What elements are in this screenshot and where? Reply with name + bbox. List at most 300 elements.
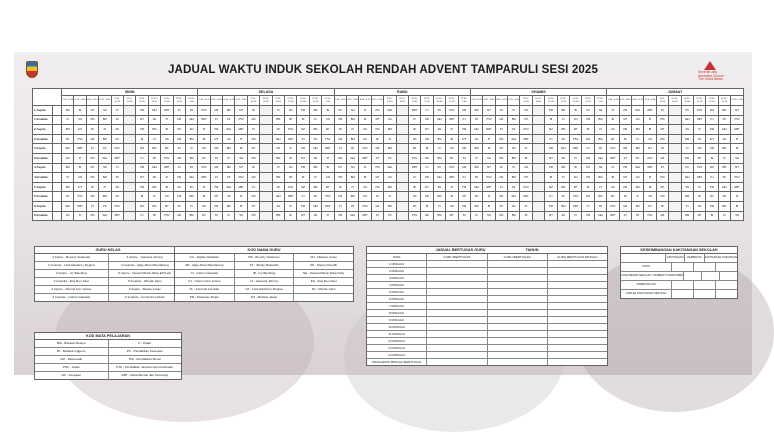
timetable-cell: PK (470, 173, 482, 183)
time-slot: 11.35 - 12.05 (161, 96, 173, 106)
timetable-cell: SN (62, 211, 74, 221)
timetable-cell: PM (86, 115, 98, 125)
timetable-cell: BI (619, 192, 631, 202)
timetable-cell: PM (656, 115, 668, 125)
timetable-cell: PSV (74, 134, 86, 144)
timetable-cell: PM (136, 125, 148, 135)
timetable-cell: SN (235, 153, 247, 163)
jadual-bertugas-table (366, 246, 608, 366)
timetable-cell: PJ (458, 115, 470, 125)
timetable-cell: MT (247, 201, 259, 211)
kod-nama-guru-cell (294, 294, 353, 301)
timetable-cell: MZ (173, 153, 185, 163)
timetable-cell: BI (520, 211, 532, 221)
jadual-bertugas-cell (427, 282, 487, 288)
timetable-cell (532, 192, 544, 202)
class-name: 2 Insanite (33, 134, 53, 144)
timetable-cell: SEJ (470, 182, 482, 192)
timetable-cell: PM (495, 134, 507, 144)
timetable-cell (532, 106, 544, 116)
timetable-cell: MT (136, 173, 148, 183)
timetable-cell: MZ (706, 163, 718, 173)
timetable-cell: BM (62, 106, 74, 116)
kod-mata-pelajaran-cell: PSV - Kelas (35, 364, 109, 371)
timetable-cell (396, 182, 408, 192)
timetable-cell: PK (272, 125, 284, 135)
timetable-cell: SEJ (718, 182, 730, 192)
jadual-bertugas-cell (427, 317, 487, 323)
timetable-cell: PSV (408, 153, 420, 163)
timetable-cell (260, 115, 272, 125)
jadual-bertugas-cell: 11 MINGGU (367, 331, 427, 337)
kod-nama-guru-cell: PR - Parasose Rojan (175, 294, 235, 301)
timetable-cell: PI (631, 134, 643, 144)
time-slot: 11.35 - 12.05 (706, 96, 718, 106)
jadual-bertugas-cell (488, 303, 548, 309)
timetable-cell: BI (446, 192, 458, 202)
jadual-bertugas-row (367, 331, 607, 338)
timetable-cell: RBT (74, 201, 86, 211)
timetable-cell: BM (508, 153, 520, 163)
timetable-cell: MZ (656, 211, 668, 221)
timetable-cell: PSV (322, 134, 334, 144)
timetable-cell (669, 201, 681, 211)
time-slot: 11.05 - 11.35 (557, 96, 569, 106)
timetable-cell: MT (582, 106, 594, 116)
timetable-cell: PM (173, 173, 185, 183)
timetable-cell: PI (520, 144, 532, 154)
timetable-cell: MZ (210, 163, 222, 173)
timetable-cell: PM (247, 192, 259, 202)
timetable-cell: MZ (421, 211, 433, 221)
timetable-cell: BM (718, 201, 730, 211)
timetable-cell: PM (582, 211, 594, 221)
timetable-cell (532, 153, 544, 163)
timetable-cell: MT (520, 115, 532, 125)
timetable-cell (260, 201, 272, 211)
timetable-cell (260, 106, 272, 116)
timetable-cell: BI (545, 115, 557, 125)
timetable-cell: PI (384, 134, 396, 144)
keseimbangan-cell (672, 263, 694, 271)
jadual-bertugas-row (367, 310, 607, 317)
kod-nama-guru-cell: BS - Beverly Sulaiman (235, 254, 295, 261)
timetable-cell (396, 163, 408, 173)
timetable-cell: SN (198, 144, 210, 154)
timetable-cell: BM (223, 201, 235, 211)
timetable-cell: PJ (582, 201, 594, 211)
guru-kelas-cell: 4 Aspire - Jasmina Johnny (126, 255, 163, 259)
timetable-cell: PJ (421, 163, 433, 173)
jadual-bertugas-cell (548, 303, 607, 309)
timetable-cell (396, 125, 408, 135)
timetable-cell: PK (681, 106, 693, 116)
timetable-cell: BM (718, 144, 730, 154)
timetable-cell: BM (433, 134, 445, 144)
timetable-cell: PI (185, 201, 197, 211)
timetable-cell: MT (322, 125, 334, 135)
timetable-cell: BM (718, 163, 730, 173)
timetable-cell: BI (458, 153, 470, 163)
jadual-bertugas-subtitle: TAHUN (525, 248, 539, 252)
jadual-bertugas-cell (548, 324, 607, 330)
timetable-cell: MT (285, 173, 297, 183)
timetable-cell: SN (594, 106, 606, 116)
timetable-cell: PK (470, 115, 482, 125)
timetable-cell: RBT (607, 153, 619, 163)
time-slot: 7.45 - 8.15 (607, 96, 619, 106)
time-slot: 12.35 - 1.05 (731, 96, 744, 106)
class-name: 6 Aspire (33, 201, 53, 211)
timetable-cell: SN (644, 192, 656, 202)
timetable-cell: BM (309, 182, 321, 192)
timetable-cell: MT (656, 182, 668, 192)
timetable-cell: BI (495, 106, 507, 116)
guru-kelas-cell: 6 Insanite - Fernindi Lembah (125, 295, 165, 299)
kod-mata-pelajaran-cell: PJK - Pendidikan Jasmani dan Kesihatan (116, 365, 174, 369)
time-slot: 10.15 - 10.35 (123, 96, 135, 106)
timetable-cell: PI (607, 163, 619, 173)
timetable-cell: SN (483, 153, 495, 163)
timetable-cell: MT (86, 163, 98, 173)
jadual-bertugas-row (367, 345, 607, 352)
class-name: 3 Aspire (33, 144, 53, 154)
timetable-cell: PJ (247, 182, 259, 192)
timetable-cell: PSV (446, 163, 458, 173)
timetable-cell: BI (247, 106, 259, 116)
time-slot: 9.45 - 10.15 (111, 96, 123, 106)
jadual-bertugas-cell (488, 289, 548, 295)
jadual-bertugas-cell (548, 296, 607, 302)
timetable-cell: PJ (495, 182, 507, 192)
timetable-cell: BM (346, 134, 358, 144)
timetable-cell: MT (483, 163, 495, 173)
timetable-cell: MT (607, 134, 619, 144)
timetable-cell (669, 192, 681, 202)
timetable-cell (260, 134, 272, 144)
timetable-cell: PSV (644, 153, 656, 163)
timetable-cell: PM (297, 163, 309, 173)
time-slot: 12.05 - 12.35 (309, 96, 321, 106)
timetable-cell: PM (582, 173, 594, 183)
day-header: ISNIN (62, 89, 198, 96)
time-slot: 12.05 - 12.35 (718, 96, 730, 106)
keseimbangan-cell (716, 263, 737, 271)
timetable-cell: MZ (86, 192, 98, 202)
timetable-cell: PI (644, 173, 656, 183)
time-slot: 12.05 - 12.35 (446, 96, 458, 106)
timetable-cell: PM (371, 182, 383, 192)
jadual-bertugas-cell (427, 324, 487, 330)
timetable-cell: PM (619, 182, 631, 192)
timetable-cell: SN (731, 153, 744, 163)
timetable-cell: SEJ (309, 144, 321, 154)
timetable-cell: PM (421, 192, 433, 202)
guru-kelas-row (35, 278, 181, 286)
timetable-cell: MT (545, 211, 557, 221)
timetable-cell: MT (421, 182, 433, 192)
timetable-cell: RBT (74, 144, 86, 154)
timetable-cell: PK (631, 211, 643, 221)
timetable-cell: RBT (520, 192, 532, 202)
timetable-cell: BM (309, 163, 321, 173)
time-slot: 10.15 - 10.35 (260, 96, 272, 106)
timetable-cell: MT (706, 192, 718, 202)
time-slot: 11.35 - 12.05 (570, 96, 582, 106)
timetable-cell: MT (693, 153, 705, 163)
jadual-bertugas-row (367, 254, 607, 261)
day-header: SELASA (198, 89, 334, 96)
timetable-cell: PK (62, 134, 74, 144)
timetable-cell: BI (570, 106, 582, 116)
timetable-cell: BM (557, 163, 569, 173)
timetable-cell: MZ (247, 115, 259, 125)
timetable-cell (396, 106, 408, 116)
timetable-cell: MT (111, 134, 123, 144)
timetable-cell: MT (644, 201, 656, 211)
timetable-cell (669, 115, 681, 125)
timetable-cell: PSV (693, 163, 705, 173)
kod-mata-pelajaran-cell: SN - Kerajaan (35, 372, 109, 379)
timetable-cell: SN (446, 201, 458, 211)
timetable-sheet (14, 52, 752, 375)
timetable-cell: MZ (495, 115, 507, 125)
timetable-cell: PJ (421, 106, 433, 116)
timetable-cell: PK (384, 153, 396, 163)
time-slot: 9.45 - 10.15 (520, 96, 532, 106)
kod-nama-guru-cell: AG - Algilae Abraham (175, 254, 235, 261)
timetable-cell: BI (210, 153, 222, 163)
timetable-cell: MZ (545, 125, 557, 135)
timetable-cell (669, 211, 681, 221)
timetable-cell: RBT (570, 201, 582, 211)
timetable-cell (532, 201, 544, 211)
kod-mata-pelajaran-cell: P - Pakar (138, 341, 152, 345)
timetable-cell: MT (619, 173, 631, 183)
timetable-cell: PI (198, 182, 210, 192)
jadual-bertugas-cell: 13 MINGGU (367, 345, 427, 351)
timetable-cell: MT (210, 192, 222, 202)
timetable-cell: SEJ (433, 115, 445, 125)
timetable-cell: PI (309, 173, 321, 183)
time-slot: 9.45 - 10.15 (384, 96, 396, 106)
timetable-cell: MZ (136, 201, 148, 211)
timetable-cell: PK (508, 182, 520, 192)
timetable-cell: PSV (570, 134, 582, 144)
timetable-cell: PI (508, 163, 520, 173)
timetable-cell: PJ (619, 211, 631, 221)
timetable-cell: MT (198, 153, 210, 163)
timetable-cell: BM (223, 144, 235, 154)
timetable-cell: MZ (582, 192, 594, 202)
timetable-cell: BM (62, 182, 74, 192)
kod-nama-guru-cell: CJ - Cherryl Ann Jusine (175, 278, 235, 285)
keseimbangan-cell (621, 254, 666, 262)
timetable-cell: PI (557, 115, 569, 125)
jadual-bertugas-cell (488, 331, 548, 337)
timetable-cell (260, 182, 272, 192)
timetable-cell: BI (173, 144, 185, 154)
timetable-cell (532, 163, 544, 173)
timetable-cell: BI (731, 144, 744, 154)
timetable-cell: BI (334, 125, 346, 135)
timetable-cell: BI (408, 125, 420, 135)
timetable-cell: PI (272, 106, 284, 116)
timetable-cell: PJ (334, 144, 346, 154)
timetable-cell: PJ (173, 106, 185, 116)
timetable-cell: SEJ (148, 106, 160, 116)
timetable-cell: MT (235, 106, 247, 116)
guru-kelas-cell: 1 Insanite - Livia Rasberry Regina (35, 262, 109, 269)
timetable-cell: SN (644, 134, 656, 144)
timetable-cell: BM (346, 173, 358, 183)
timetable-cell: PI (111, 106, 123, 116)
timetable-cell: MT (408, 144, 420, 154)
class-teacher-code (53, 144, 62, 154)
timetable-cell: RBT (285, 192, 297, 202)
kod-nama-guru-row (175, 278, 353, 286)
timetable-cell: SN (681, 182, 693, 192)
timetable-cell: MZ (86, 134, 98, 144)
timetable-cell: PK (681, 163, 693, 173)
timetable-cell: PI (359, 163, 371, 173)
class-teacher-code (53, 192, 62, 202)
timetable-cell: MZ (136, 144, 148, 154)
timetable-cell (123, 134, 135, 144)
time-slot: 8.15 - 8.45 (483, 96, 495, 106)
jadual-bertugas-cell (427, 289, 487, 295)
timetable-cell: PSV (731, 173, 744, 183)
timetable-cell: PM (86, 153, 98, 163)
time-slot: 8.15 - 8.45 (346, 96, 358, 106)
timetable-cell: PJ (545, 134, 557, 144)
timetable-cell: BM (433, 211, 445, 221)
timetable-cell: PM (247, 211, 259, 221)
timetable-cell: MZ (334, 192, 346, 202)
timetable-cell: PK (62, 192, 74, 202)
timetable-cell: BI (520, 153, 532, 163)
guru-kelas-table (34, 246, 182, 302)
timetable-cell: RBT (111, 153, 123, 163)
jadual-bertugas-cell (548, 352, 607, 358)
timetable-cell: SEJ (346, 153, 358, 163)
timetable-cell: SN (508, 201, 520, 211)
class-teacher-code (53, 106, 62, 116)
timetable-cell: PSV (520, 125, 532, 135)
timetable-cell: BM (384, 144, 396, 154)
timetable-cell: BI (644, 182, 656, 192)
jadual-bertugas-row (367, 317, 607, 324)
jadual-bertugas-cell (427, 310, 487, 316)
keseimbangan-row (621, 290, 737, 298)
timetable-cell: RBT (408, 163, 420, 173)
time-slot: 9.45 - 10.15 (656, 96, 668, 106)
timetable-cell: SN (681, 125, 693, 135)
timetable-cell: PI (99, 182, 111, 192)
timetable-cell: RBT (235, 182, 247, 192)
timetable-cell: PSV (483, 173, 495, 183)
timetable-cell: MT (359, 192, 371, 202)
timetable-cell: PM (619, 163, 631, 173)
guru-kelas-cell: 5 Insanite - Rhoda Jujim (128, 279, 162, 283)
jadual-bertugas-cell (488, 345, 548, 351)
jadual-bertugas-cell: 8 MINGGU (367, 310, 427, 316)
timetable-cell: SN (693, 144, 705, 154)
timetable-cell: SN (285, 163, 297, 173)
timetable-cell: PM (297, 201, 309, 211)
timetable-cell: PM (619, 125, 631, 135)
timetable-cell: PSV (483, 115, 495, 125)
timetable-cell: PK (185, 163, 197, 173)
jadual-bertugas-cell (548, 289, 607, 295)
timetable-cell (123, 106, 135, 116)
timetable-cell (396, 201, 408, 211)
kod-nama-guru-cell: ES - Eva Reu Saul (310, 279, 337, 283)
timetable-cell: PM (706, 144, 718, 154)
timetable-cell: PJ (495, 125, 507, 135)
timetable-cell: MT (495, 144, 507, 154)
timetable-cell (396, 173, 408, 183)
timetable-cell: PM (173, 134, 185, 144)
timetable-cell: PI (557, 173, 569, 183)
timetable-cell: BI (408, 182, 420, 192)
timetable-cell: BI (86, 182, 98, 192)
timetable-cell: BM (631, 201, 643, 211)
kod-nama-guru-table (174, 246, 354, 302)
timetable-cell: SN (235, 211, 247, 221)
timetable-cell: MT (408, 201, 420, 211)
time-slot: 8.45 - 9.15 (631, 96, 643, 106)
timetable-cell: PI (731, 192, 744, 202)
timetable-cell: PK (346, 201, 358, 211)
kod-mata-pelajaran-row (35, 356, 181, 364)
timetable-cell: BM (594, 134, 606, 144)
keseimbangan-cell (694, 263, 716, 271)
timetable-cell: BI (161, 182, 173, 192)
timetable-cell: PI (346, 125, 358, 135)
kod-nama-guru-cell: AB - Algie Albert Bandarang (175, 262, 235, 269)
class-teacher-code (53, 211, 62, 221)
timetable-cell: SN (520, 163, 532, 173)
timetable-cell: PI (446, 182, 458, 192)
kod-nama-guru-cell: MJ - Melissa Jawet (235, 294, 295, 301)
kod-nama-guru-cell: CI - Carlos Iskandar (175, 270, 235, 277)
kod-nama-guru-cell: ST - Shelly Maisarah (235, 262, 295, 269)
timetable-cell: PM (545, 201, 557, 211)
timetable-cell: PSV (111, 201, 123, 211)
timetable-cell: PI (681, 144, 693, 154)
timetable-cell: SEJ (62, 144, 74, 154)
class-row (33, 134, 744, 144)
timetable-cell: BI (198, 192, 210, 202)
timetable-cell: BI (322, 163, 334, 173)
jadual-bertugas-cell: PENGAWAS MINGGU BERTUGAS (367, 359, 427, 365)
class-teacher-code (53, 134, 62, 144)
kod-nama-guru-cell: LR - Livia Rasberry Regina (235, 286, 295, 293)
timetable-cell: MT (198, 211, 210, 221)
jadual-bertugas-cell: 6 MINGGU (367, 296, 427, 302)
timetable-cell: MZ (458, 106, 470, 116)
guru-kelas-cell: 2 Aspire - Ivy Bamiling (35, 270, 109, 277)
timetable-cell: PK (557, 192, 569, 202)
timetable-cell: MT (359, 134, 371, 144)
timetable-cell: BM (433, 153, 445, 163)
time-slot: 11.05 - 11.35 (148, 96, 160, 106)
timetable-cell: BI (247, 163, 259, 173)
timetable-cell: MT (297, 211, 309, 221)
timetable-cell: MT (656, 125, 668, 135)
jadual-bertugas-cell (488, 324, 548, 330)
